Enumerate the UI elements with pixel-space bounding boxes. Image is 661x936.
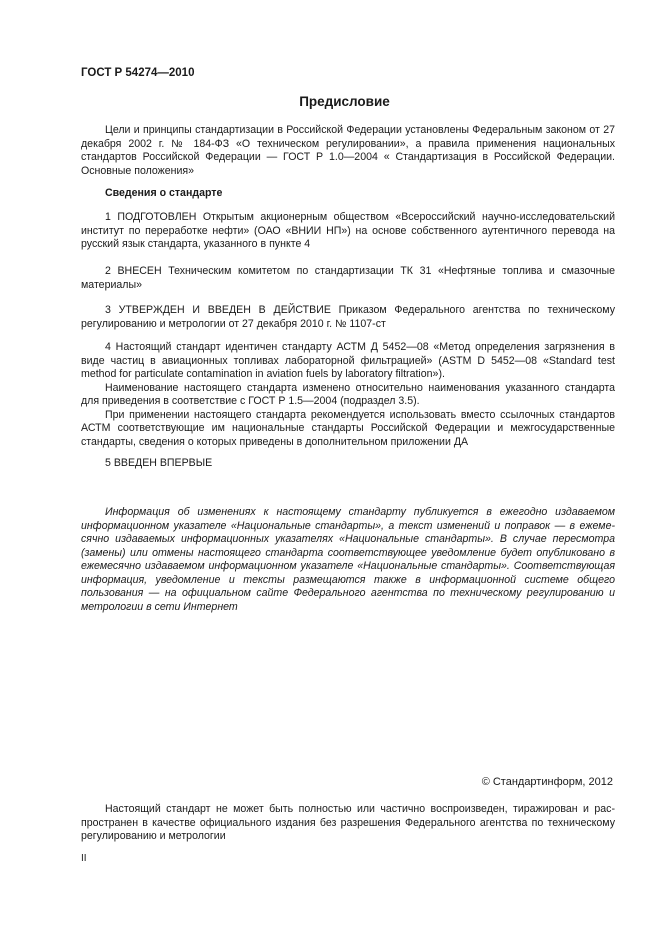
copyright: © Стандартинформ, 2012 [481,776,613,788]
notice-paragraph: Информация об изменениях к настоящему стандарту публикуется в ежегодно издаваемом информационном указателе «Национальные стандарты», а текст изменений и поправок — в ежемесячно издаваемых информационных указателях «Национальные стандарты». В случае пересмотра (замены) или отмены настоящего стандарта соответствующее уведомление будет опубликовано в ежемесячно издаваемом информационном указателе «Национальные стандарты». Соответствующая информация, уведомление и тексты размещаются также в информационной системе общего пользования — на официальном сайте Федерального агентства по техническому регулированию и метрологии в сети Интернет [81,506,615,613]
item-2: 2 ВНЕСЕН Техническим комитетом по стандартизации ТК 31 «Нефтяные топлива и смазочные материалы» [81,265,615,291]
standard-code: ГОСТ Р 54274—2010 [81,67,195,79]
reproduction-notice: Настоящий стандарт не может быть полностью или частично воспроизведен, тиражирован и распространен в качестве официального издания без разрешения Федерального агентства по техническому регулированию и метрологии [81,803,615,842]
item-4-reference-note: При применении настоящего стандарта рекомендуется использовать вместо ссылочных стандартов АСТМ соответствующие им национальные стандарты Российской Федерации и межгосударственные стандарты, сведения о которых приведены в дополнительном приложении ДА [81,408,615,448]
info-heading: Сведения о стандарте [105,187,223,199]
page-number: II [81,853,87,864]
page-title: Предисловие [299,94,390,109]
intro-paragraph: Цели и принципы стандартизации в Российской Федерации установлены Федеральным законом от 27 декабря 2002 г. № 184-ФЗ «О техническом регулировании», а правила применения национальных стандартов Российской Федерации — ГОСТ Р 1.0—2004 « Стандартизация в Российской Федерации. Основные положения» [81,124,615,177]
item-1: 1 ПОДГОТОВЛЕН Открытым акционерным обществом «Всероссийский научно-исследовательский институт по переработке нефти» (ОАО «ВНИИ НП») на основе собственного аутентичного перевода на русский язык стандарта, указанного в пункте 4 [81,211,615,250]
item-3: 3 УТВЕРЖДЕН И ВВЕДЕН В ДЕЙСТВИЕ Приказом Федерального агентства по техническому регулированию и метрологии от 27 декабря 2010 г. № 1107-ст [81,304,615,330]
item-5: 5 ВВЕДЕН ВПЕРВЫЕ [105,457,213,469]
item-4-block [81,341,615,449]
item-4-title-note: Наименование настоящего стандарта изменено относительно наименования указанного стандарта для приведения в соответствие с ГОСТ Р 1.5—2004 (подраздел 3.5). [81,381,615,407]
item-4-text: 4 Настоящий стандарт идентичен стандарту АСТМ Д 5452—08 «Метод определения загрязнения в виде частиц в авиационных топливах лабораторной фильтрацией» (ASTM D 5452—08 «Standard test method for particulate contamination in aviation fuels by laboratory filtration»). [81,341,615,380]
